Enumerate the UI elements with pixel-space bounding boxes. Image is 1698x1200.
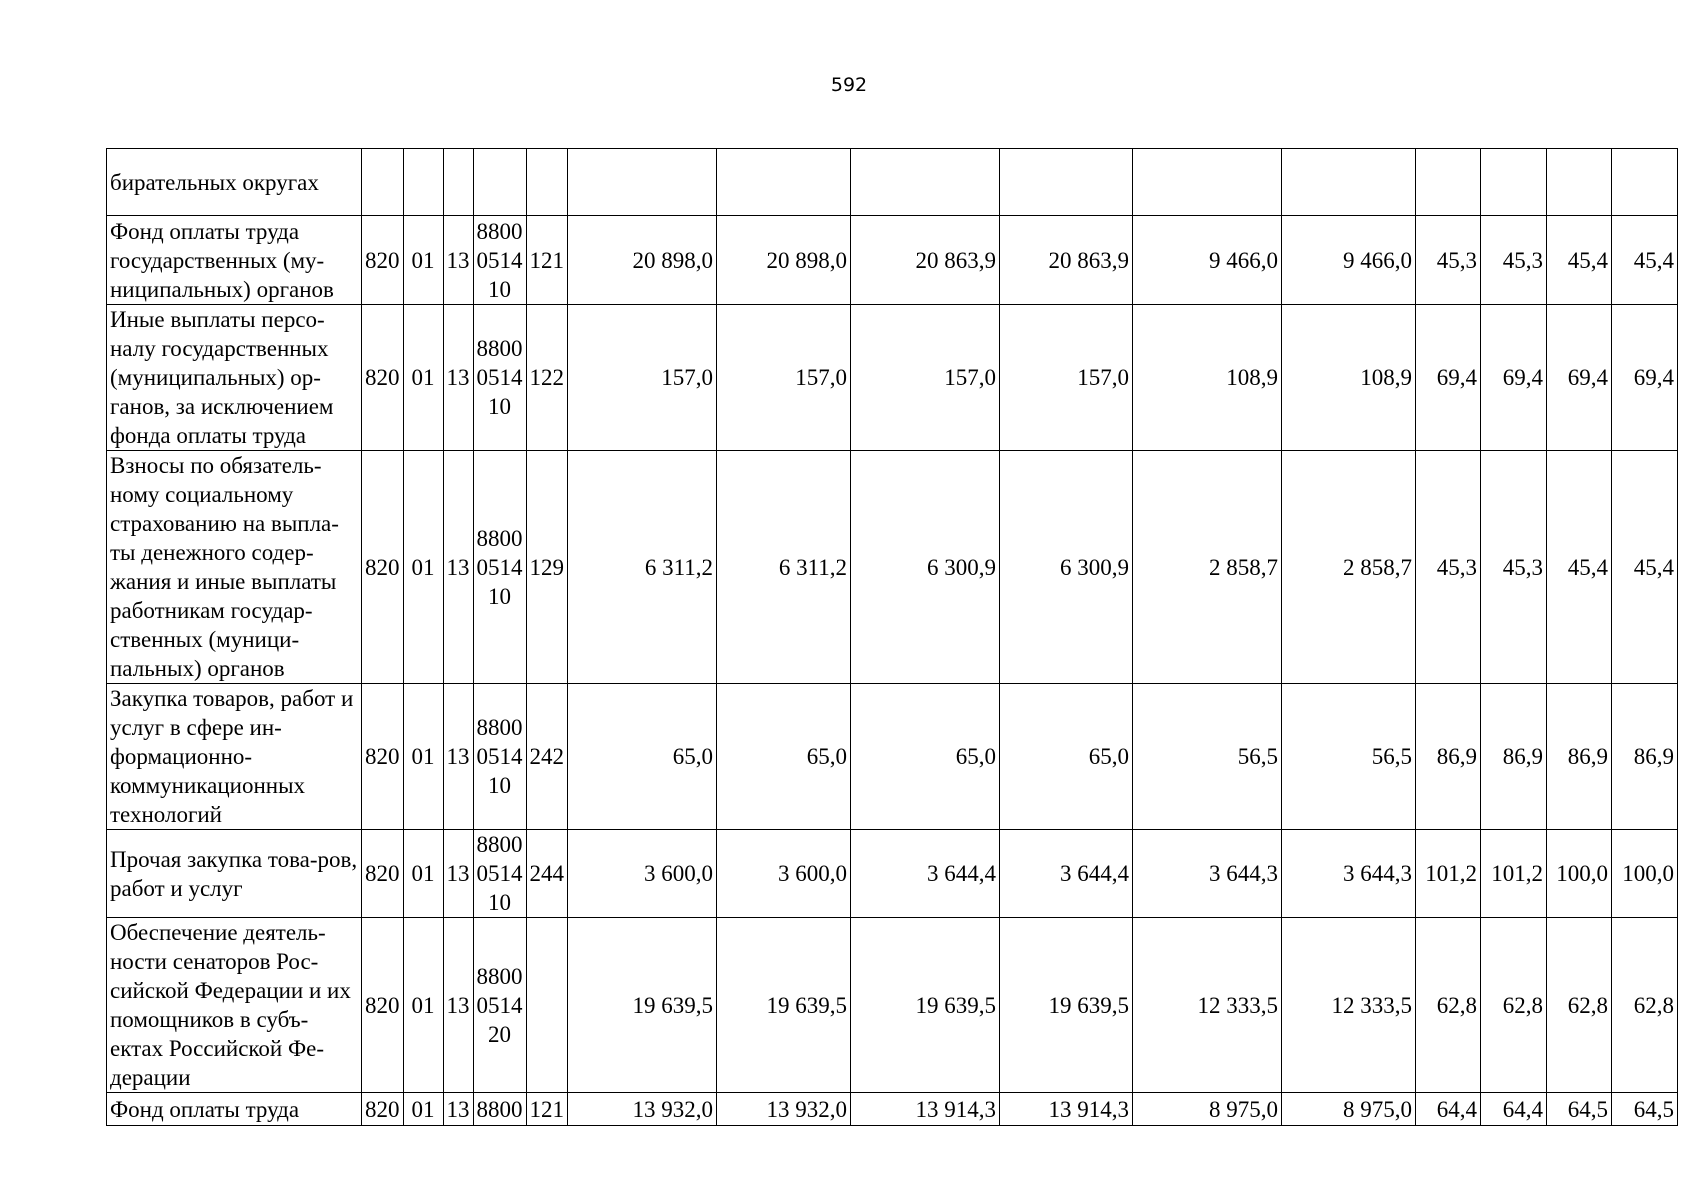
target-article-part: 0514	[476, 992, 523, 1018]
amount-cell: 19 639,5	[717, 918, 851, 1093]
subsection-code-cell: 13	[443, 684, 473, 830]
amount-cell: 3 644,4	[1000, 830, 1133, 918]
row-name-cell: бирательных округах	[107, 149, 362, 216]
percent-cell: 45,3	[1416, 216, 1481, 305]
expense-type-cell: 121	[526, 216, 568, 305]
ved-code-cell: 820	[362, 918, 404, 1093]
amount-cell: 6 300,9	[1000, 451, 1133, 684]
row-name-cell: Фонд оплаты труда государственных (му-ниципальных) органов	[107, 216, 362, 305]
amount-cell: 56,5	[1282, 684, 1416, 830]
section-code-cell: 01	[403, 451, 443, 684]
target-article-part: 10	[488, 394, 511, 419]
percent-cell	[1612, 149, 1678, 216]
subsection-code-cell: 13	[443, 830, 473, 918]
subsection-code-cell: 13	[443, 1093, 473, 1126]
target-article-cell	[473, 918, 526, 1093]
percent-cell: 69,4	[1416, 305, 1481, 451]
amount-cell: 65,0	[717, 684, 851, 830]
percent-cell: 45,3	[1481, 451, 1547, 684]
target-article-part: 8800	[476, 1096, 523, 1122]
percent-cell: 62,8	[1612, 918, 1678, 1093]
percent-cell: 101,2	[1416, 830, 1481, 918]
target-article-cell	[473, 1093, 526, 1126]
ved-code-cell: 820	[362, 1093, 404, 1126]
table-row	[107, 305, 1678, 451]
target-article-part: 0514	[476, 744, 523, 769]
table-row	[107, 830, 1678, 918]
table-row	[107, 216, 1678, 305]
amount-cell	[1000, 149, 1133, 216]
target-article-part: 20	[488, 1021, 511, 1047]
amount-cell: 2 858,7	[1133, 451, 1282, 684]
amount-cell: 108,9	[1282, 305, 1416, 451]
target-article-part: 10	[488, 773, 511, 798]
percent-cell: 64,5	[1547, 1093, 1612, 1126]
percent-cell: 64,4	[1416, 1093, 1481, 1126]
subsection-code-cell: 13	[443, 305, 473, 451]
expense-type-cell	[526, 149, 568, 216]
target-article-part: 0514	[476, 861, 523, 886]
target-article-part: 8800	[476, 963, 523, 989]
amount-cell	[1133, 149, 1282, 216]
amount-cell	[568, 149, 717, 216]
expense-type-cell: 121	[526, 1093, 568, 1126]
percent-cell: 62,8	[1547, 918, 1612, 1093]
target-article-part: 8800	[476, 525, 523, 551]
expense-type-cell	[526, 918, 568, 1093]
ved-code-cell: 820	[362, 451, 404, 684]
percent-cell: 62,8	[1416, 918, 1481, 1093]
ved-code-cell	[362, 149, 404, 216]
section-code-cell: 01	[403, 305, 443, 451]
percent-cell: 69,4	[1612, 305, 1678, 451]
amount-cell: 20 863,9	[851, 216, 1000, 305]
target-article-cell	[473, 451, 526, 684]
percent-cell: 86,9	[1416, 684, 1481, 830]
amount-cell: 6 300,9	[851, 451, 1000, 684]
expense-type-cell: 122	[526, 305, 568, 451]
target-article-cell	[473, 830, 526, 918]
amount-cell: 3 644,4	[851, 830, 1000, 918]
amount-cell: 157,0	[1000, 305, 1133, 451]
percent-cell: 101,2	[1481, 830, 1547, 918]
target-article-part: 10	[488, 583, 511, 609]
amount-cell: 19 639,5	[851, 918, 1000, 1093]
table-row	[107, 918, 1678, 1093]
ved-code-cell: 820	[362, 305, 404, 451]
amount-cell: 6 311,2	[717, 451, 851, 684]
row-name-cell: Фонд оплаты труда	[107, 1093, 362, 1126]
ved-code-cell: 820	[362, 830, 404, 918]
amount-cell	[1282, 149, 1416, 216]
amount-cell: 8 975,0	[1133, 1093, 1282, 1126]
row-name-cell: Прочая закупка това-ров, работ и услуг	[107, 830, 362, 918]
amount-cell: 65,0	[1000, 684, 1133, 830]
target-article-part: 0514	[476, 365, 523, 390]
amount-cell: 9 466,0	[1133, 216, 1282, 305]
amount-cell: 20 898,0	[717, 216, 851, 305]
row-name-cell: Закупка товаров, работ и услуг в сфере ин-формационно-коммуникационных технологий	[107, 684, 362, 830]
amount-cell: 6 311,2	[568, 451, 717, 684]
section-code-cell	[403, 149, 443, 216]
amount-cell: 3 644,3	[1282, 830, 1416, 918]
expense-type-cell: 244	[526, 830, 568, 918]
percent-cell: 86,9	[1612, 684, 1678, 830]
target-article-cell	[473, 149, 526, 216]
percent-cell: 62,8	[1481, 918, 1547, 1093]
percent-cell: 86,9	[1547, 684, 1612, 830]
amount-cell: 157,0	[568, 305, 717, 451]
amount-cell: 65,0	[568, 684, 717, 830]
target-article-part: 8800	[476, 218, 523, 244]
subsection-code-cell: 13	[443, 216, 473, 305]
amount-cell: 9 466,0	[1282, 216, 1416, 305]
amount-cell: 65,0	[851, 684, 1000, 830]
amount-cell: 3 600,0	[717, 830, 851, 918]
section-code-cell: 01	[403, 830, 443, 918]
subsection-code-cell: 13	[443, 918, 473, 1093]
amount-cell: 13 932,0	[568, 1093, 717, 1126]
subsection-code-cell	[443, 149, 473, 216]
section-code-cell: 01	[403, 918, 443, 1093]
amount-cell: 108,9	[1133, 305, 1282, 451]
row-name-cell: Обеспечение деятель-ности сенаторов Рос-сийской Федерации и их помощников в субъ-ектах Российской Фе-дерации	[107, 918, 362, 1093]
expense-type-cell: 242	[526, 684, 568, 830]
amount-cell: 157,0	[717, 305, 851, 451]
amount-cell: 19 639,5	[568, 918, 717, 1093]
table-row	[107, 149, 1678, 216]
amount-cell: 13 914,3	[851, 1093, 1000, 1126]
percent-cell: 86,9	[1481, 684, 1547, 830]
expense-type-cell: 129	[526, 451, 568, 684]
percent-cell: 45,4	[1612, 216, 1678, 305]
amount-cell: 8 975,0	[1282, 1093, 1416, 1126]
amount-cell: 3 600,0	[568, 830, 717, 918]
table-row	[107, 684, 1678, 830]
percent-cell: 45,4	[1547, 216, 1612, 305]
table-row	[107, 1093, 1678, 1126]
amount-cell: 13 914,3	[1000, 1093, 1133, 1126]
percent-cell: 64,4	[1481, 1093, 1547, 1126]
amount-cell: 19 639,5	[1000, 918, 1133, 1093]
subsection-code-cell: 13	[443, 451, 473, 684]
target-article-part: 0514	[476, 247, 523, 273]
percent-cell	[1481, 149, 1547, 216]
target-article-cell	[473, 684, 526, 830]
percent-cell: 64,5	[1612, 1093, 1678, 1126]
target-article-part: 0514	[476, 554, 523, 580]
amount-cell: 20 863,9	[1000, 216, 1133, 305]
amount-cell	[851, 149, 1000, 216]
percent-cell: 100,0	[1612, 830, 1678, 918]
ved-code-cell: 820	[362, 684, 404, 830]
amount-cell: 12 333,5	[1282, 918, 1416, 1093]
amount-cell: 3 644,3	[1133, 830, 1282, 918]
row-name-cell: Иные выплаты персо-налу государственных (муниципальных) ор-ганов, за исключением фонда оплаты труда	[107, 305, 362, 451]
table-row	[107, 451, 1678, 684]
amount-cell: 13 932,0	[717, 1093, 851, 1126]
target-article-part: 8800	[476, 715, 523, 740]
percent-cell: 69,4	[1547, 305, 1612, 451]
section-code-cell: 01	[403, 1093, 443, 1126]
amount-cell	[717, 149, 851, 216]
target-article-part: 8800	[476, 336, 523, 361]
target-article-part: 8800	[476, 832, 523, 857]
amount-cell: 12 333,5	[1133, 918, 1282, 1093]
section-code-cell: 01	[403, 684, 443, 830]
amount-cell: 56,5	[1133, 684, 1282, 830]
section-code-cell: 01	[403, 216, 443, 305]
percent-cell: 45,3	[1416, 451, 1481, 684]
amount-cell: 157,0	[851, 305, 1000, 451]
percent-cell: 100,0	[1547, 830, 1612, 918]
percent-cell: 45,4	[1612, 451, 1678, 684]
percent-cell: 45,4	[1547, 451, 1612, 684]
page-number: 592	[830, 74, 868, 96]
target-article-cell	[473, 305, 526, 451]
percent-cell: 45,3	[1481, 216, 1547, 305]
percent-cell: 69,4	[1481, 305, 1547, 451]
target-article-cell	[473, 216, 526, 305]
target-article-part: 10	[488, 890, 511, 915]
amount-cell: 20 898,0	[568, 216, 717, 305]
ved-code-cell: 820	[362, 216, 404, 305]
amount-cell: 2 858,7	[1282, 451, 1416, 684]
percent-cell	[1547, 149, 1612, 216]
target-article-part: 10	[488, 276, 511, 302]
percent-cell	[1416, 149, 1481, 216]
budget-table	[106, 148, 1678, 1126]
row-name-cell: Взносы по обязатель-ному социальному страхованию на выпла-ты денежного содер-жания и иные выплаты работникам государ-ственных (муници-пальных) органов	[107, 451, 362, 684]
